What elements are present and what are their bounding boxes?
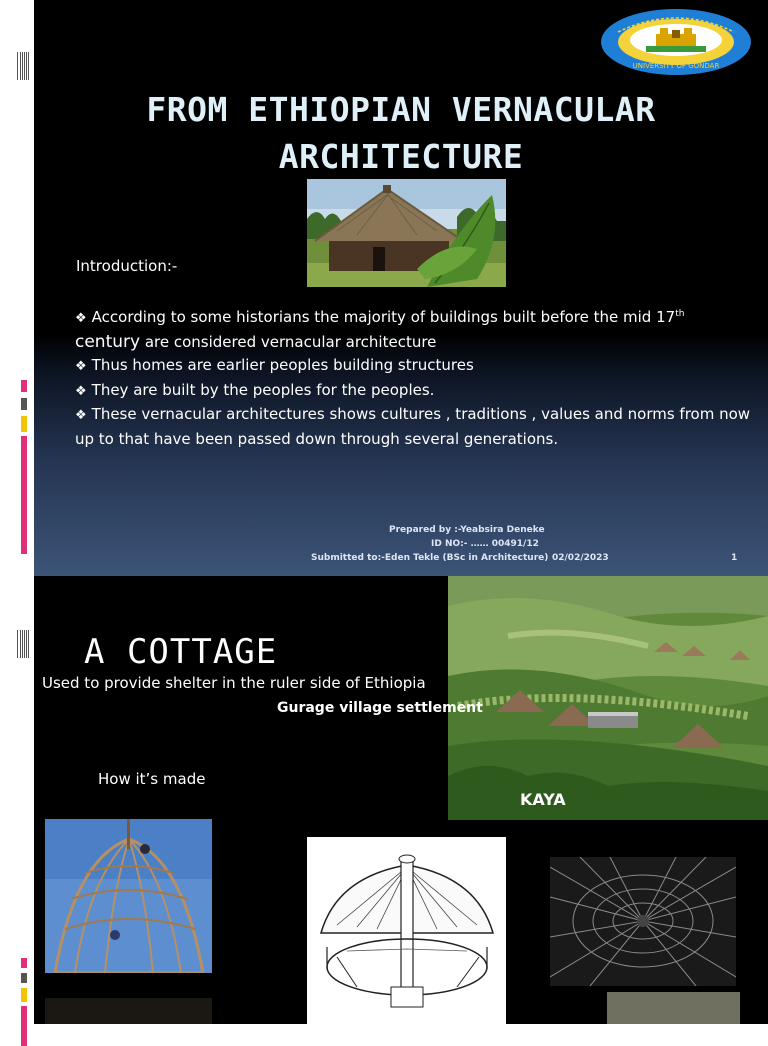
slide-subtitle: Used to provide shelter in the ruler side of Ethiopia <box>42 674 426 692</box>
submitted-to: Submitted to:-Eden Tekle (BSc in Architecture) <box>311 553 549 563</box>
prepared-by: Prepared by :-Yeabsira Deneke <box>389 525 545 535</box>
slide-number: 1 <box>731 553 738 563</box>
village-caption: Gurage village settlement <box>277 700 483 716</box>
roof-interior-photo <box>550 857 736 986</box>
slide-color-marker <box>21 380 27 554</box>
slide-title: FROM ETHIOPIAN VERNACULAR ARCHITECTURE <box>146 90 656 176</box>
id-number: ID NO:- …… 00491/12 <box>431 539 539 549</box>
slide-marker-lines <box>17 52 29 80</box>
diamond-bullet-icon: ❖ <box>75 311 87 326</box>
slide-marker-lines <box>17 630 29 658</box>
university-logo <box>600 8 752 76</box>
slide-1 <box>34 0 768 576</box>
cottage-section-drawing <box>307 837 506 1024</box>
slide-2 <box>34 576 768 1024</box>
thatched-hut-photo <box>307 179 506 287</box>
gurage-village-photo <box>448 576 768 820</box>
bullet-item: ❖ They are built by the peoples for the peoples. <box>75 380 435 399</box>
partial-photo <box>45 998 212 1024</box>
diamond-bullet-icon: ❖ <box>75 359 87 374</box>
slide-color-marker <box>21 958 27 1046</box>
bullet-item: ❖ According to some historians the majority of buildings built before the mid 17th century are considered vernacular architecture <box>75 308 685 352</box>
left-margin-strip <box>0 0 34 1024</box>
kaya-caption: KAYA <box>520 790 566 809</box>
slide-heading: A COTTAGE <box>84 632 278 672</box>
intro-bullet-list <box>75 303 765 451</box>
partial-photo <box>607 992 740 1024</box>
diamond-bullet-icon: ❖ <box>75 408 87 423</box>
how-made-label: How it’s made <box>98 770 206 788</box>
diamond-bullet-icon: ❖ <box>75 383 87 399</box>
bullet-item: ❖ These vernacular architectures shows cultures , traditions , values and norms from now up to that have been passed down through several generations. <box>75 405 751 448</box>
intro-heading: Introduction:- <box>76 257 178 275</box>
bullet-item: ❖ Thus homes are earlier peoples building structures <box>75 356 474 374</box>
construction-photo <box>45 819 212 973</box>
slide-date: 02/02/2023 <box>552 553 609 563</box>
svg-text:UNIVERSITY OF GONDAR: UNIVERSITY OF GONDAR <box>632 62 720 70</box>
